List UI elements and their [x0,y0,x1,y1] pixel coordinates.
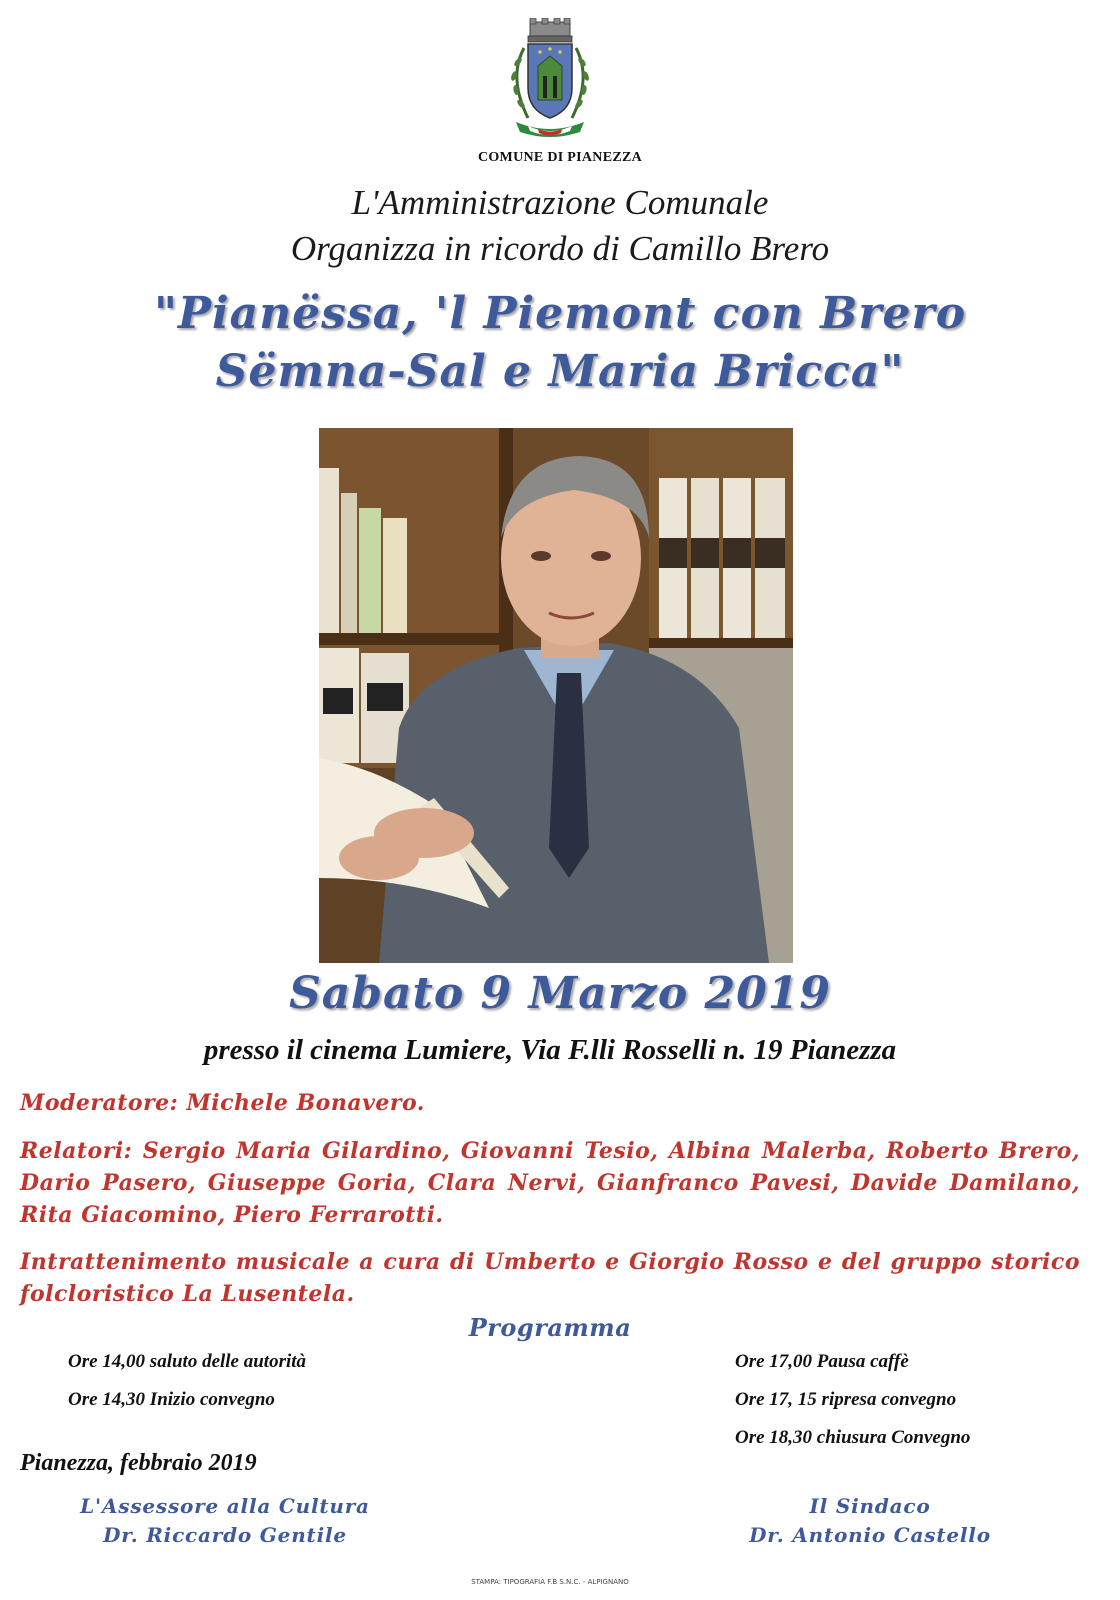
event-title-line-2: Sëmna-Sal e Maria Bricca" [215,346,905,397]
event-title-line-1: "Pianëssa, 'l Piemont con Brero [153,288,967,339]
program-item: Ore 17,00 Pausa caffè [735,1351,909,1372]
program-item: Ore 18,30 chiusura Convegno [735,1427,971,1448]
entertainment-text: Intrattenimento musicale a cura di Umberto e Giorgio Rosso e del gruppo storico folcloristico La Lusentela. [20,1249,1080,1307]
event-date: Sabato 9 Marzo 2019 [289,968,831,1019]
coat-of-arms-icon [498,18,602,142]
program-left-column [68,1350,306,1426]
event-venue: presso il cinema Lumiere, Via F.lli Rosselli n. 19 Pianezza [203,1034,897,1066]
signature-assessore [40,1492,410,1550]
signature-role: L'Assessore alla Cultura [80,1494,370,1518]
program-item: Ore 14,30 Inizio convegno [68,1389,275,1410]
signature-sindaco [700,1492,1040,1550]
speakers-text: Relatori: Sergio Maria Gilardino, Giovanni Tesio, Albina Malerba, Roberto Brero, Dario Pasero, Giuseppe Goria, Clara Nervi, Gianfranco Pavesi, Davide Damilano, Rita Giacomino, Piero Ferrarotti. [20,1138,1080,1228]
program-right-column [735,1350,970,1464]
program-item: Ore 17, 15 ripresa convegno [735,1389,957,1410]
signature-name: Dr. Riccardo Gentile [103,1523,347,1547]
printer-credit: STAMPA: TIPOGRAFIA F.B S.N.C. - ALPIGNANO [471,1578,629,1586]
signature-name: Dr. Antonio Castello [749,1523,991,1547]
signature-role: Il Sindaco [809,1494,931,1518]
moderator-text: Moderatore: Michele Bonavero. [20,1090,425,1116]
intro-line-1: L'Amministrazione Comunale [351,183,769,222]
program-title: Programma [468,1313,632,1342]
municipality-name: COMUNE DI PIANEZZA [477,150,643,165]
intro-line-2: Organizza in ricordo di Camillo Brero [290,229,830,268]
program-item: Ore 14,00 saluto delle autorità [68,1351,307,1372]
place-date: Pianezza, febbraio 2019 [20,1450,257,1476]
portrait-photo [319,428,793,963]
